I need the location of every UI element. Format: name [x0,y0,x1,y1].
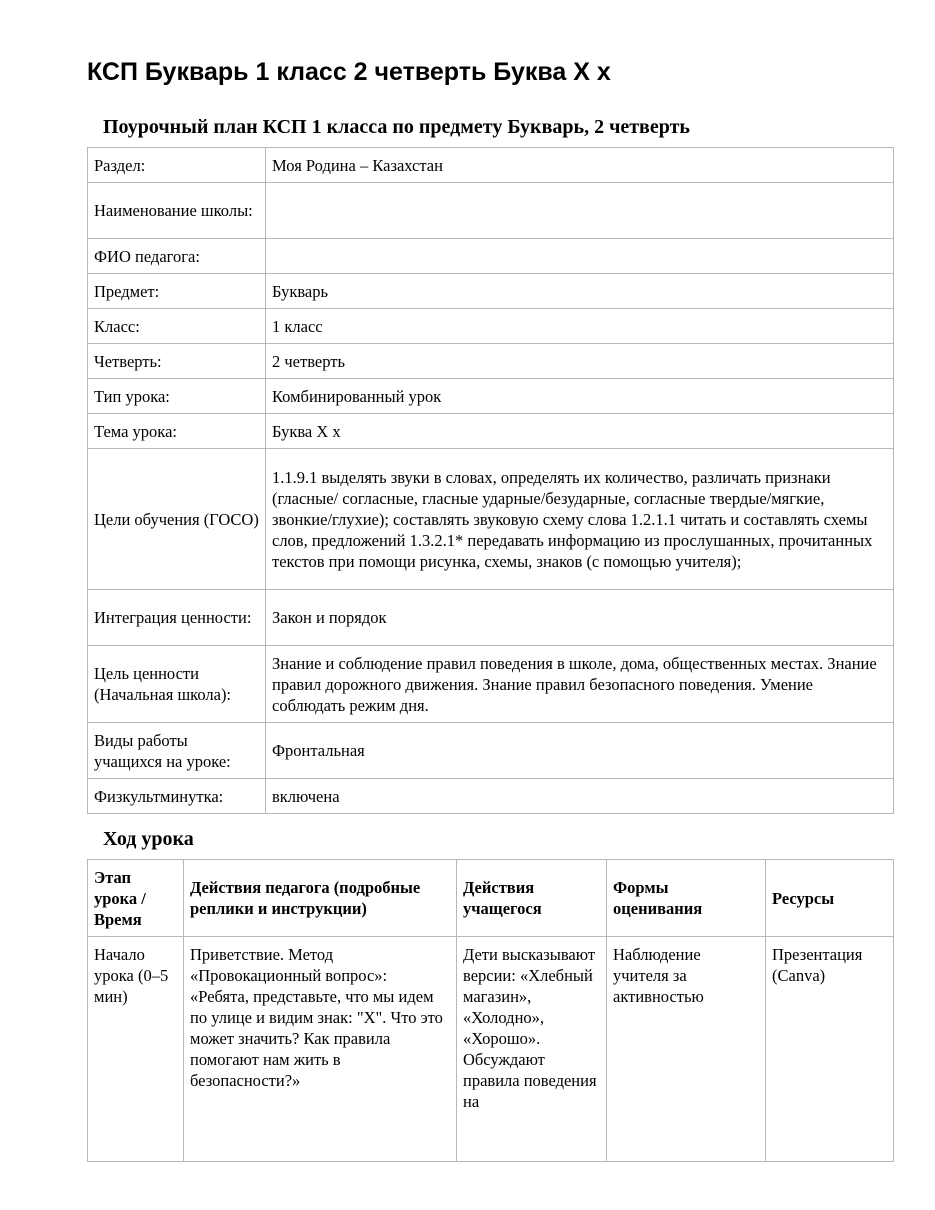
table-row [88,344,894,379]
row-label: Цель ценности (Начальная школа): [88,646,266,723]
row-value: включена [266,779,894,814]
table-row [88,274,894,309]
lesson-table [87,859,894,1162]
teacher-actions-cell: Приветствие. Метод «Провокационный вопрос»: «Ребята, представьте, что мы идем по улице и видим знак: "Х". Что это может значить? Как правила помогают нам жить в безопасности?» [184,937,457,1162]
plan-heading: Поурочный план КСП 1 класса по предмету Букварь, 2 четверть [103,116,690,138]
row-value: Моя Родина – Казахстан [266,148,894,183]
row-value: Закон и порядок [266,590,894,646]
row-label: Четверть: [88,344,266,379]
column-header: Действия учащегося [457,860,607,937]
resources-cell: Презентация (Canva) [766,937,894,1162]
plan-table [87,147,894,814]
table-row [88,646,894,723]
student-actions-cell: Дети высказывают версии: «Хлебный магазин», «Холодно», «Хорошо». Обсуждают правила поведения на [457,937,607,1162]
table-row [88,183,894,239]
row-value: 2 четверть [266,344,894,379]
row-label: Физкультминутка: [88,779,266,814]
row-value: Буква Х х [266,414,894,449]
table-row [88,239,894,274]
table-row [88,414,894,449]
table-row [88,148,894,183]
row-value: Букварь [266,274,894,309]
row-value: Комбинированный урок [266,379,894,414]
table-row [88,309,894,344]
row-label: Наименование школы: [88,183,266,239]
row-value: Фронтальная [266,723,894,779]
row-value: Знание и соблюдение правил поведения в школе, дома, общественных местах. Знание правил дорожного движения. Знание правил безопасного поведения. Умение соблюдать режим дня. [266,646,894,723]
row-value: 1.1.9.1 выделять звуки в словах, определять их количество, различать признаки (гласные/ согласные, гласные ударные/безударные, согласные твердые/мягкие, звонкие/глухие); составлять звуковую схему слова 1.2.1.1 читать и составлять схемы слов, предложений 1.3.2.1* передавать информацию из прослушанных, прочитанных текстов при помощи рисунка, схемы, знаков (с помощью учителя); [266,449,894,590]
column-header: Этап урока / Время [88,860,184,937]
row-label: Класс: [88,309,266,344]
row-label: ФИО педагога: [88,239,266,274]
row-label: Интеграция ценности: [88,590,266,646]
page-title: КСП Букварь 1 класс 2 четверть Буква Х х [87,58,611,86]
column-header: Действия педагога (подробные реплики и инструкции) [184,860,457,937]
row-label: Цели обучения (ГОСО) [88,449,266,590]
table-row [88,779,894,814]
table-row [88,723,894,779]
row-value [266,239,894,274]
lesson-heading: Ход урока [103,828,194,850]
row-label: Тема урока: [88,414,266,449]
row-value: 1 класс [266,309,894,344]
assessment-cell: Наблюдение учителя за активностью [607,937,766,1162]
table-row [88,590,894,646]
row-label: Предмет: [88,274,266,309]
row-label: Раздел: [88,148,266,183]
table-row [88,379,894,414]
row-value [266,183,894,239]
column-header: Ресурсы [766,860,894,937]
table-row [88,937,894,1162]
column-header: Формы оценивания [607,860,766,937]
table-header-row [88,860,894,937]
lesson-stage-cell: Начало урока (0–5 мин) [88,937,184,1162]
table-row [88,449,894,590]
row-label: Тип урока: [88,379,266,414]
row-label: Виды работы учащихся на уроке: [88,723,266,779]
